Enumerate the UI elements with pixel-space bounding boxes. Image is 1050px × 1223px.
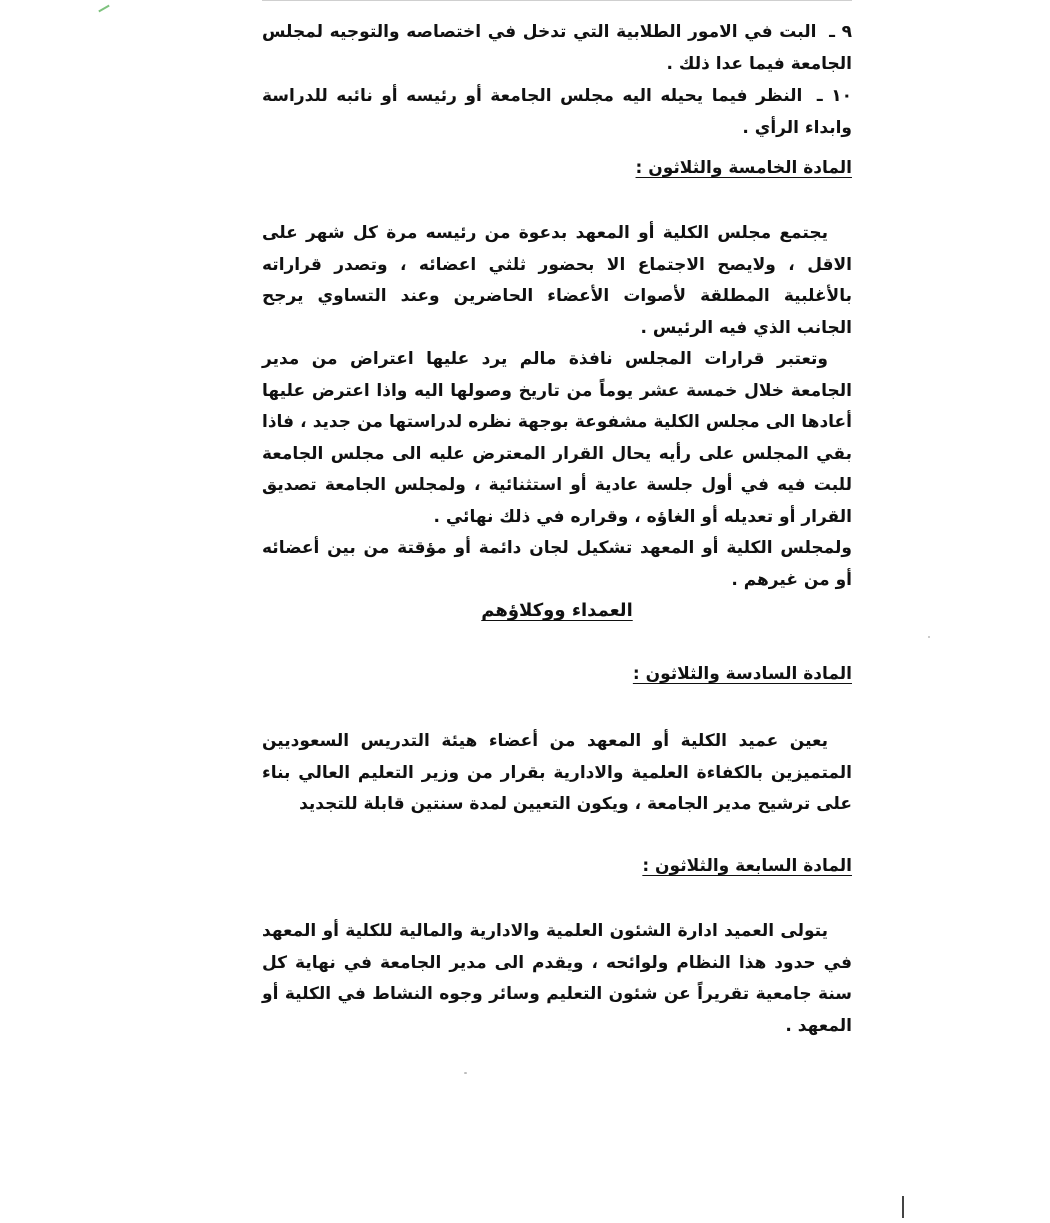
article-35-heading: المادة الخامسة والثلاثون : [635, 158, 852, 178]
scan-top-edge [262, 0, 852, 1]
scan-margin-mark [902, 1196, 904, 1218]
item-number: ١٠ ـ [816, 86, 852, 106]
list-item [262, 16, 852, 80]
scan-corner-mark [94, 0, 109, 12]
paragraph: يتولى العميد ادارة الشئون العلمية والادارية والمالية للكلية أو المعهد في حدود هذا النظام ولوائحه ، ويقدم الى مدير الجامعة في نهاية كل سنة جامعية تقريراً عن شئون التعليم وسائر وجوه النشاط في الكلية أو المعهد . [262, 921, 852, 1036]
paragraph: ولمجلس الكلية أو المعهد تشكيل لجان دائمة أو مؤقتة من بين أعضائه أو من غيرهم . [262, 538, 852, 590]
scan-speck [928, 636, 930, 638]
numbered-items [262, 16, 852, 144]
article-36-heading: المادة السادسة والثلاثون : [632, 664, 852, 684]
item-text: النظر فيما يحيله اليه مجلس الجامعة أو رئيسه أو نائبه للدراسة وابداء الرأي . [262, 86, 852, 138]
article-37-heading: المادة السابعة والثلاثون : [642, 856, 852, 876]
section-title: العمداء ووكلاؤهم [481, 600, 633, 621]
article-36-body [262, 726, 852, 821]
paragraph: يعين عميد الكلية أو المعهد من أعضاء هيئة التدريس السعوديين المتميزين بالكفاءة العلمية والادارية بقرار من وزير التعليم العالي بناء على ترشيح مدير الجامعة ، ويكون التعيين لمدة سنتين قابلة للتجديد [262, 731, 852, 814]
list-item [262, 80, 852, 144]
article-35-body [262, 218, 852, 596]
paragraph: وتعتبر قرارات المجلس نافذة مالم يرد عليها اعتراض من مدير الجامعة خلال خمسة عشر يوماً من تاريخ وصولها اليه واذا اعترض عليها أعادها الى مجلس الكلية مشفوعة بوجهة نظره لدراستها من جديد ، فاذا بقي المجلس على رأيه يحال القرار المعترض عليه الى مجلس الجامعة للبت فيه في أول جلسة عادية أو استثنائية ، ولمجلس الجامعة تصديق القرار أو تعديله أو الغاؤه ، وقراره في ذلك نهائي . [262, 349, 852, 527]
item-number: ٩ ـ [829, 22, 853, 42]
scan-speck [464, 1072, 467, 1074]
article-37-body [262, 916, 852, 1042]
paragraph: يجتمع مجلس الكلية أو المعهد بدعوة من رئيسه مرة كل شهر على الاقل ، ولايصح الاجتماع الا بحضور ثلثي اعضائه ، وتصدر قراراته بالأغلبية المطلقة لأصوات الأعضاء الحاضرين وعند التساوي يرجح الجانب الذي فيه الرئيس . [262, 223, 852, 338]
item-text: البت في الامور الطلابية التي تدخل في اختصاصه والتوجيه لمجلس الجامعة فيما عدا ذلك . [262, 22, 852, 74]
